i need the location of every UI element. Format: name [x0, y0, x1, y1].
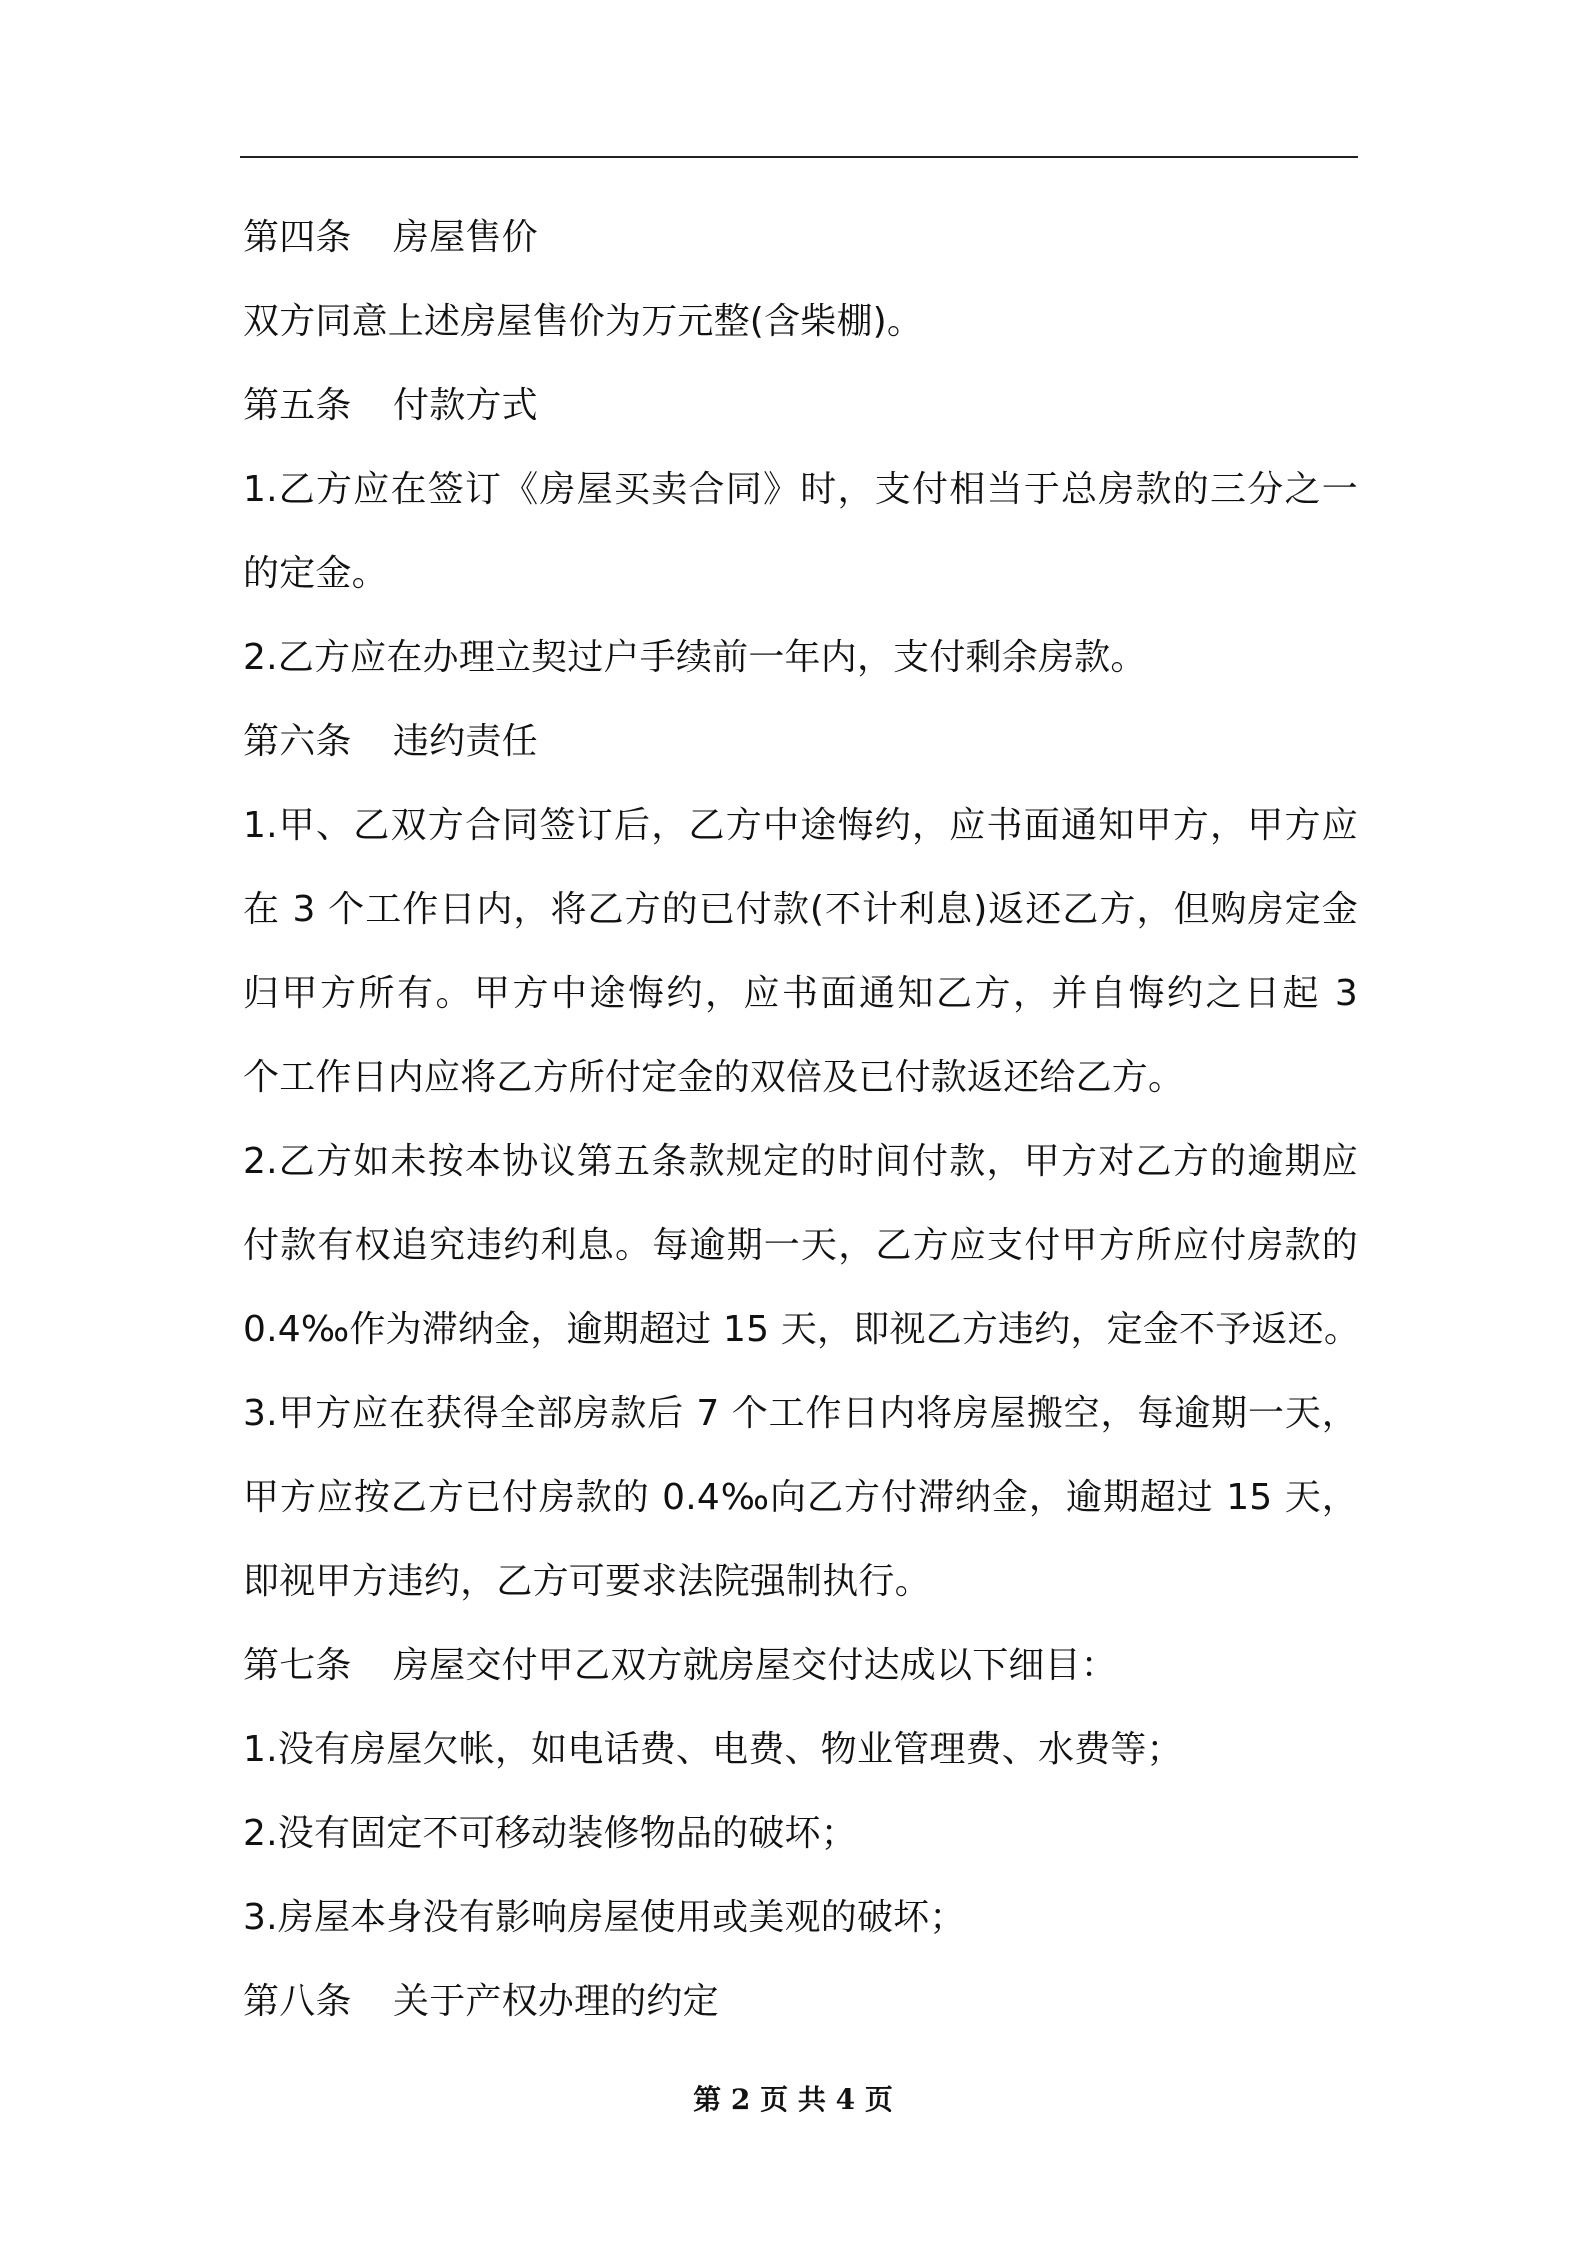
article-title: 房屋售价	[393, 217, 538, 258]
paragraph-line: 甲方应按乙方已付房款的 0.4‰向乙方付滞纳金，逾期超过 15 天，	[243, 1477, 1358, 1518]
paragraph-line: 在 3 个工作日内，将乙方的已付款(不计利息)返还乙方，但购房定金	[243, 889, 1358, 930]
paragraph-line: 付款有权追究违约利息。每逾期一天，乙方应支付甲方所应付房款的	[243, 1225, 1358, 1266]
article-6-heading	[243, 700, 1358, 784]
article-title: 房屋交付甲乙双方就房屋交付达成以下细目：	[393, 1645, 1118, 1686]
paragraph-line: 3.甲方应在获得全部房款后 7 个工作日内将房屋搬空，每逾期一天，	[243, 1393, 1358, 1434]
article-title: 付款方式	[393, 385, 538, 426]
paragraph-line: 3.房屋本身没有影响房屋使用或美观的破坏；	[243, 1897, 966, 1938]
paragraph-line: 1.甲、乙双方合同签订后，乙方中途悔约，应书面通知甲方，甲方应	[243, 805, 1358, 846]
article-7-heading	[243, 1624, 1358, 1708]
article-number: 第五条	[243, 385, 352, 426]
paragraph-line: 2.乙方应在办理立契过户手续前一年内，支付剩余房款。	[243, 637, 1147, 678]
paragraph-line: 2.乙方如未按本协议第五条款规定的时间付款，甲方对乙方的逾期应	[243, 1141, 1358, 1182]
article-number: 第四条	[243, 217, 352, 258]
paragraph-line: 1.乙方应在签订《房屋买卖合同》时，支付相当于总房款的三分之一	[243, 469, 1358, 510]
paragraph-line: 的定金。	[243, 553, 388, 594]
paragraph-line: 1.没有房屋欠帐，如电话费、电费、物业管理费、水费等；	[243, 1729, 1183, 1770]
paragraph-line: 2.没有固定不可移动装修物品的破坏；	[243, 1813, 857, 1854]
article-number: 第八条	[243, 1981, 352, 2022]
paragraph-line: 即视甲方违约，乙方可要求法院强制执行。	[243, 1561, 931, 1602]
article-4-heading	[243, 196, 1358, 280]
article-8-heading	[243, 1960, 1358, 2044]
article-title: 关于产权办理的约定	[393, 1981, 719, 2022]
page-number-footer: 第 2 页 共 4 页	[693, 2083, 893, 2116]
document-body	[243, 196, 1361, 2044]
article-title: 违约责任	[393, 721, 538, 762]
article-5-heading	[243, 364, 1358, 448]
paragraph-line: 个工作日内应将乙方所付定金的双倍及已付款返还给乙方。	[243, 1057, 1185, 1098]
paragraph-line: 归甲方所有。甲方中途悔约，应书面通知乙方，并自悔约之日起 3	[243, 973, 1358, 1014]
article-number: 第七条	[243, 1645, 352, 1686]
article-number: 第六条	[243, 721, 352, 762]
paragraph-line: 双方同意上述房屋售价为万元整(含柴棚)。	[243, 301, 924, 342]
paragraph-line: 0.4‰作为滞纳金，逾期超过 15 天，即视乙方违约，定金不予返还。	[243, 1309, 1361, 1350]
header-rule	[240, 156, 1358, 158]
